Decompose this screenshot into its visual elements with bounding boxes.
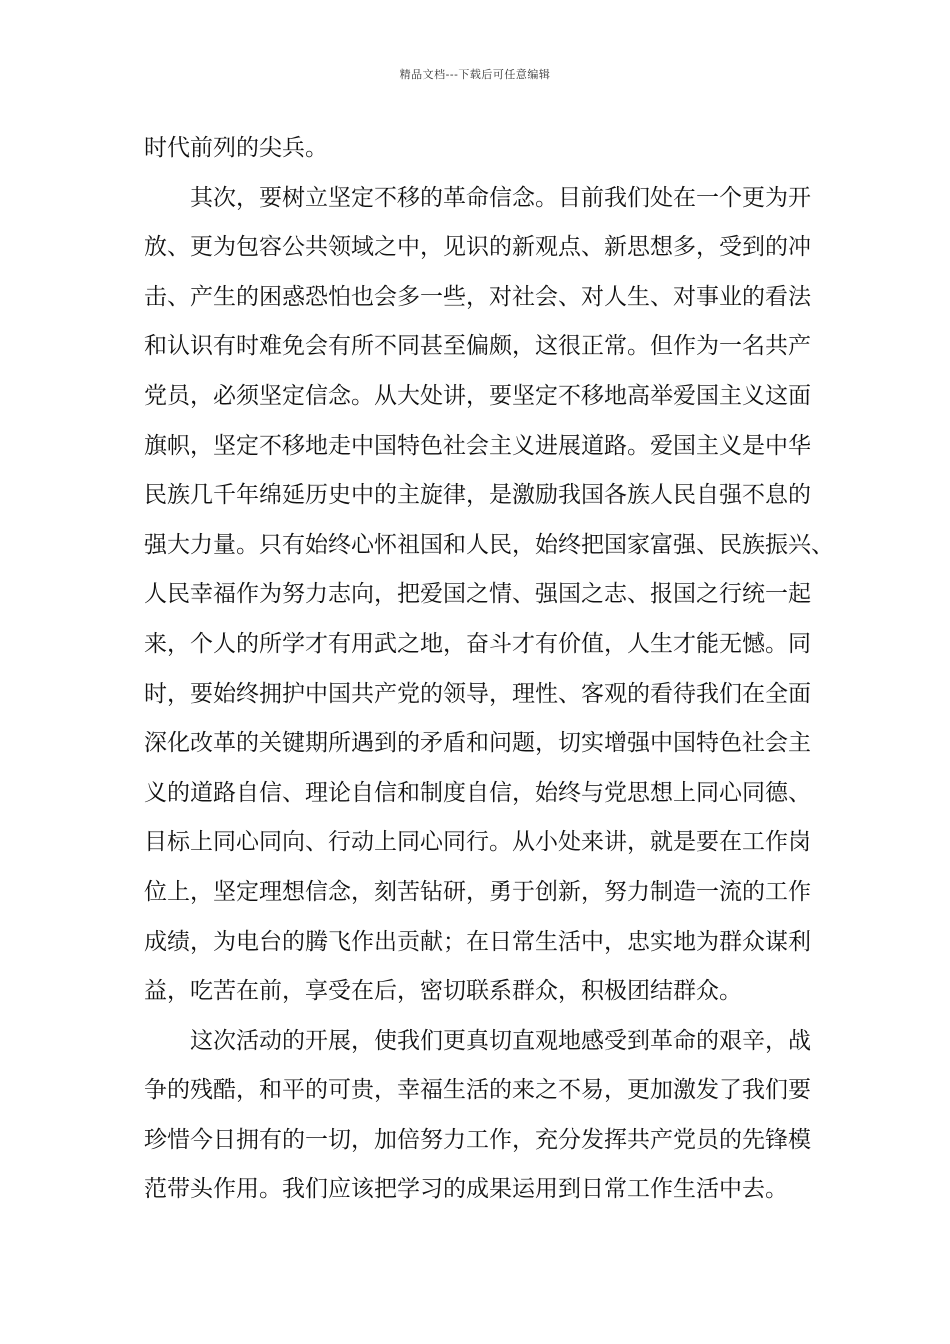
text-line: 深化改革的关键期所遇到的矛盾和问题，切实增强中国特色社会主 — [144, 730, 811, 757]
text-line: 义的道路自信、理论自信和制度自信，始终与党思想上同心同德、 — [144, 779, 811, 806]
text-line: 和认识有时难免会有所不同甚至偏颇，这很正常。但作为一名共产 — [144, 333, 811, 360]
text-line: 时代前列的尖兵。 — [144, 135, 328, 161]
document-body — [144, 124, 834, 1215]
text-line: 党员，必须坚定信念。从大处讲，要坚定不移地高举爱国主义这面 — [144, 382, 811, 409]
text-line: 范带头作用。我们应该把学习的成果运用到日常工作生活中去。 — [144, 1176, 788, 1203]
text-line: 时，要始终拥护中国共产党的领导，理性、客观的看待我们在全面 — [144, 680, 811, 707]
text-line: 这次活动的开展，使我们更真切直观地感受到革命的艰辛，战 — [190, 1027, 811, 1054]
text-line: 目标上同心同向、行动上同心同行。从小处来讲，就是要在工作岗 — [144, 829, 811, 856]
text-line: 来，个人的所学才有用武之地，奋斗才有价值，人生才能无憾。同 — [144, 630, 811, 657]
text-line: 强大力量。只有始终心怀祖国和人民，始终把国家富强、民族振兴、 — [144, 531, 834, 558]
text-line: 成绩，为电台的腾飞作出贡献；在日常生活中，忠实地为群众谋利 — [144, 928, 811, 955]
text-line: 其次，要树立坚定不移的革命信念。目前我们处在一个更为开 — [190, 184, 811, 211]
text-line: 人民幸福作为努力志向，把爱国之情、强国之志、报国之行统一起 — [144, 581, 811, 608]
text-line: 珍惜今日拥有的一切，加倍努力工作，充分发挥共产党员的先锋模 — [144, 1126, 811, 1153]
text-line: 民族几千年绵延历史中的主旋律，是激励我国各族人民自强不息的 — [144, 482, 811, 509]
text-line: 放、更为包容公共领域之中，见识的新观点、新思想多，受到的冲 — [144, 234, 811, 261]
text-line: 位上，坚定理想信念，刻苦钻研，勇于创新，努力制造一流的工作 — [144, 878, 811, 905]
text-line: 击、产生的困惑恐怕也会多一些，对社会、对人生、对事业的看法 — [144, 283, 811, 310]
text-line: 争的残酷，和平的可贵，幸福生活的来之不易，更加激发了我们要 — [144, 1077, 811, 1104]
text-line: 旗帜，坚定不移地走中国特色社会主义进展道路。爱国主义是中华 — [144, 432, 811, 459]
page-header: 精品文档---下载后可任意编辑 — [399, 68, 551, 81]
text-line: 益，吃苦在前，享受在后，密切联系群众，积极团结群众。 — [144, 978, 742, 1005]
